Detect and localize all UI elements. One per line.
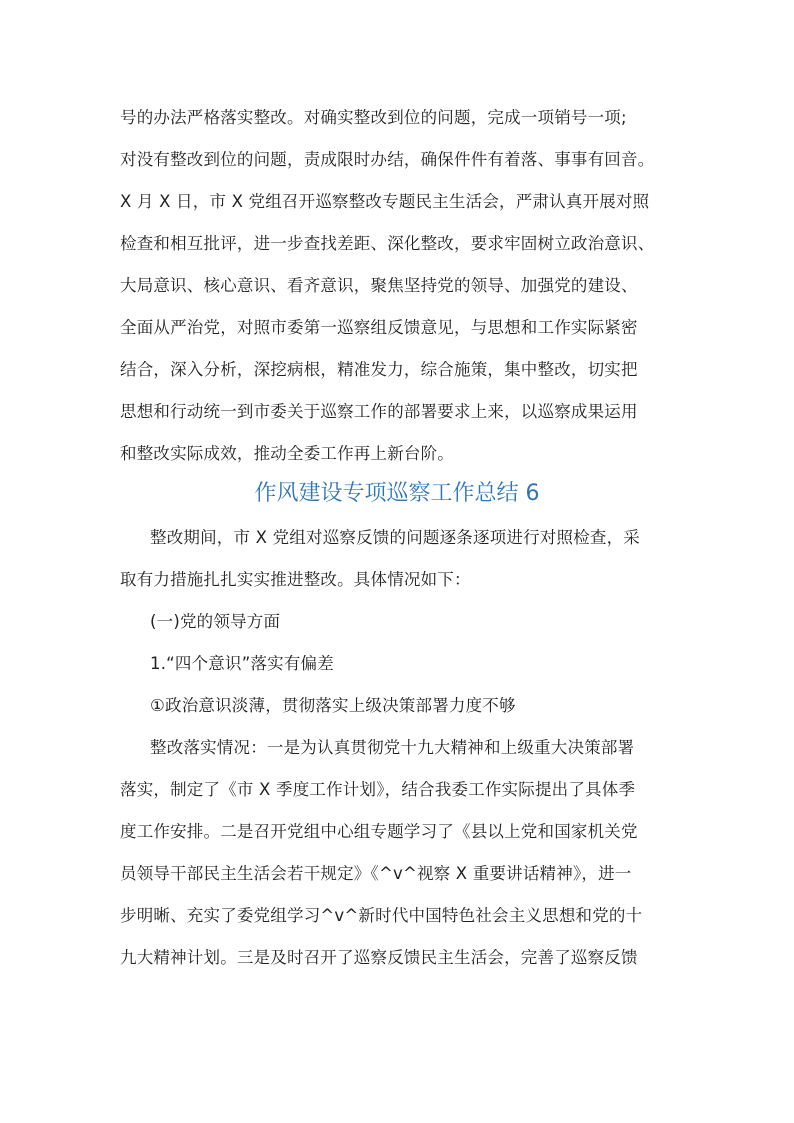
paragraph-line: 员领导干部民主生活会若干规定》《^v^视察 X 重要讲话精神》，进一 [120,864,632,883]
subheading-line: 1.“四个意识”落实有偏差 [150,654,334,673]
paragraph-line: 大局意识、核心意识、看齐意识，聚焦坚持党的领导、加强党的建设、 [120,276,638,295]
section-heading: 作风建设专项巡察工作总结 6 [254,481,540,506]
subheading-line: ①政治意识淡薄，贯彻落实上级决策部署力度不够 [150,696,516,715]
paragraph-line: 度工作安排。二是召开党组中心组专题学习了《县以上党和国家机关党 [120,822,638,841]
paragraph-line: 落实，制定了《市 X 季度工作计划》，结合我委工作实际提出了具体季 [120,780,636,799]
paragraph-line: 思想和行动统一到市委关于巡察工作的部署要求上来，以巡察成果运用 [120,402,638,421]
paragraph-line: 全面从严治党，对照市委第一巡察组反馈意见，与思想和工作实际紧密 [120,318,638,337]
subheading-line: (一)党的领导方面 [150,612,281,631]
paragraph-line: 和整改实际成效，推动全委工作再上新台阶。 [120,444,454,463]
paragraph-line: 号的办法严格落实整改。对确实整改到位的问题，完成一项销号一项; [120,108,627,127]
paragraph-line: 步明晰、充实了委党组学习^v^新时代中国特色社会主义思想和党的十 [120,906,643,925]
paragraph-line: 结合，深入分析，深挖病根，精准发力，综合施策，集中整改，切实把 [120,360,638,379]
paragraph-line: 整改落实情况：一是为认真贯彻党十九大精神和上级重大决策部署 [150,738,635,757]
paragraph-line: 取有力措施扎扎实实推进整改。具体情况如下： [120,570,471,589]
paragraph-line: 对没有整改到位的问题，责成限时办结，确保件件有着落、事事有回音。 [120,150,655,169]
paragraph-line: X 月 X 日，市 X 党组召开巡察整改专题民主生活会，严肃认真开展对照 [120,192,650,211]
paragraph-line: 检查和相互批评，进一步查找差距、深化整改，要求牢固树立政治意识、 [120,234,655,253]
paragraph-line: 九大精神计划。三是及时召开了巡察反馈民主生活会，完善了巡察反馈 [120,948,638,967]
paragraph-line: 整改期间，市 X 党组对巡察反馈的问题逐条逐项进行对照检查，采 [150,528,640,547]
